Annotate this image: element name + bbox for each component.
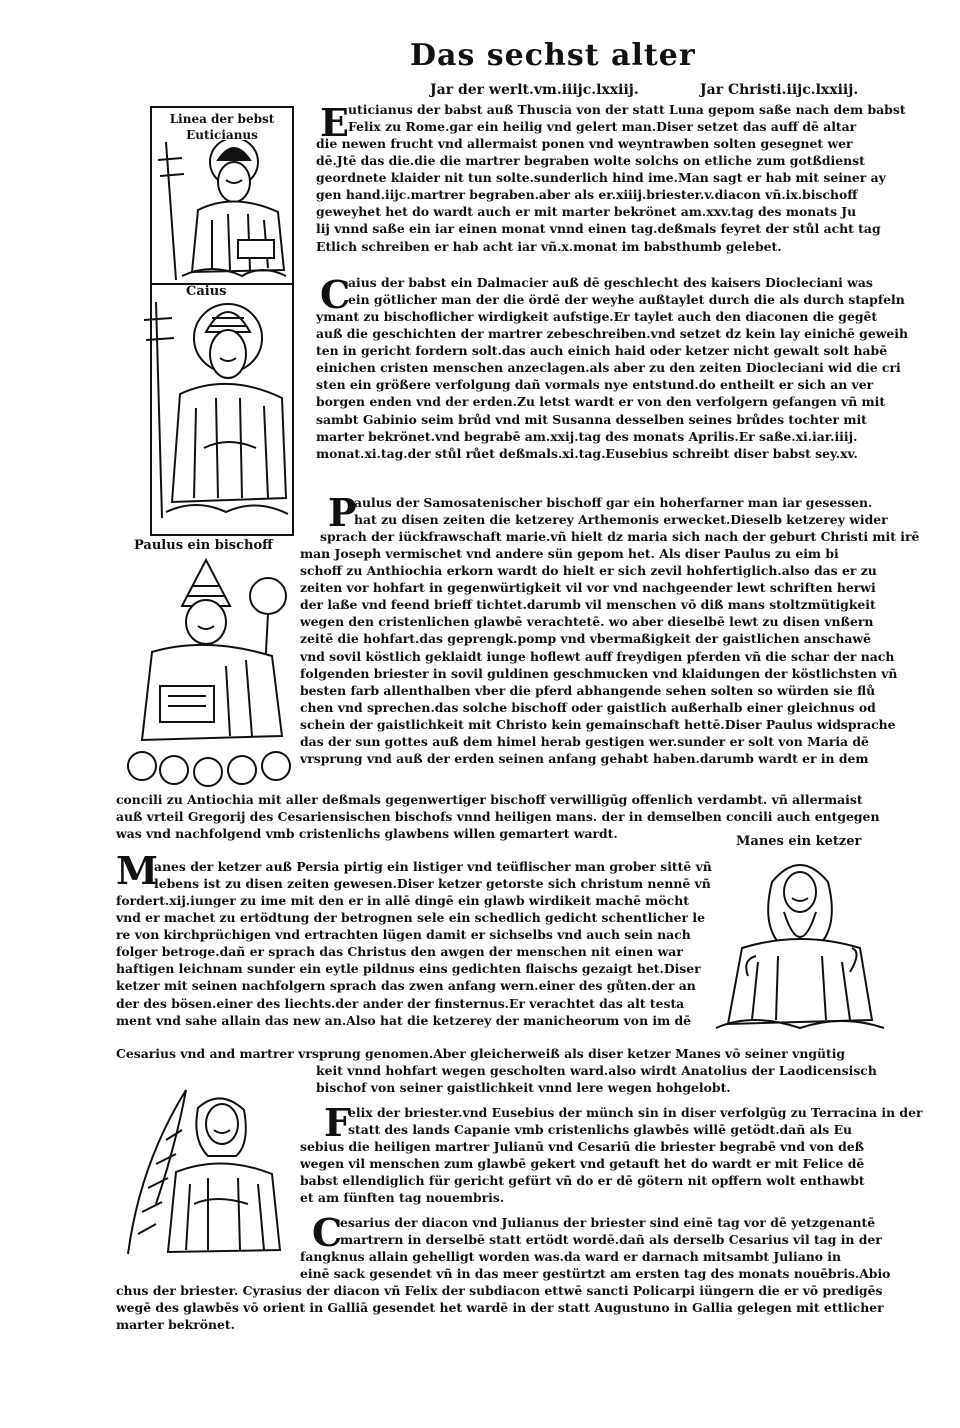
text-line: ten in gericht fordern solt.das auch einich haid oder ketzer nicht gewalt solt habē [316, 343, 888, 359]
text-line: uticianus der babst auß Thuscia von der statt Luna gepom saße nach dem babst [348, 102, 906, 117]
text-line: monat.xi.tag.der stůl růet deßmals.xi.tag.Eusebius schreibt diser babst sey.xv. [316, 445, 858, 461]
text-line: chus der briester. Cyrasius der diacon vñ Felix der subdiacon ettwē sancti Policarpi iüngern die er vō predigēs [116, 1283, 883, 1298]
text-line: geordnete klaider nit tun solte.sunderlich hind ime.Man sagt er hab mit seiner ay [316, 170, 886, 186]
text-line: elix der briester.vnd Eusebius der münch sin in diser verfolgūg zu Terracina in der [348, 1105, 923, 1120]
text-line: sebius die heiligen martrer Julianū vnd Cesariū die briester begrabē vnd von deß [300, 1139, 865, 1154]
text-line: lebens ist zu disen zeiten gewesen.Diser ketzer getorste sich christum nennē vñ [154, 876, 711, 892]
manes-label: Manes ein ketzer [736, 834, 862, 849]
cesarius-dropcap: C [312, 1210, 343, 1255]
lineage-heading: Linea der bebst [169, 112, 275, 126]
caius-label: Caius [186, 284, 227, 299]
text-line: vnd er machet zu ertödtung der betrognen sele ein schedlich gedicht schentlicher le [116, 910, 705, 926]
text-line: ment vnd sahe allain das new an.Also hat die ketzerey der manicheorum von im dē [116, 1012, 692, 1028]
felix-dropcap: F [324, 1100, 351, 1145]
text-line: der des bösen.einer des liechts.der ander der finsternus.Er verachtet das alt testa [116, 995, 685, 1011]
text-line: re von kirchprüchigen vnd ertrachten lügen damit er sichselbs vnd auch sein nach [116, 927, 691, 943]
text-line: lij vnnd saße ein iar einen monat vnnd einen tag.deßmals feyret der stůl acht tag [316, 221, 881, 237]
text-line: aulus der Samosatenischer bischoff gar ein hoherfarner man iar gesessen. [354, 495, 873, 510]
text-line: wegē des glawbēs vō orient in Galliā gesendet het wardē in der statt Augustuno in Gallia gelegen mit ettlicher [116, 1300, 884, 1316]
text-line: concili zu Antiochia mit aller deßmals gegenwertiger bischoff verwilligūg offenlich verdambt. vñ allermaist [116, 792, 863, 807]
text-line: der laße vnd feend brieff tichtet.darumb vil menschen vō diß mans stoltzmütigkeit [300, 597, 876, 613]
text-line: keit vnnd hohfart wegen gescholten ward.also wirdt Anatolius der Laodicensisch [316, 1063, 877, 1078]
cesarius-text-wide [116, 1282, 958, 1333]
text-line: et am fünften tag nouembris. [300, 1190, 505, 1206]
paulus-woodcut [122, 556, 300, 788]
text-line: was vnd nachfolgend vmb cristenlichs glawbens willen gemartert wardt. [116, 826, 618, 841]
text-line: sprach der iückfrawschaft marie.vñ hielt dz maria sich nach der geburt Christi mit irē [320, 529, 920, 544]
text-line: fordert.xij.iunger zu ime mit den er in allē dingē ein glawb wirdikeit machē möcht [116, 893, 689, 908]
text-line: man Joseph vermischet vnd andere sün gepom het. Als diser Paulus zu eim bi [300, 546, 839, 561]
paulus-text [354, 494, 958, 528]
manes-woodcut [712, 852, 888, 1038]
text-line: Felix zu Rome.gar ein heilig vnd gelert man.Diser setzet das auff dē altar [348, 119, 857, 135]
text-line: vrsprung vnd auß der erden seinen anfang gehabt haben.darumb wardt er in dem [300, 751, 869, 767]
cesarius-text-cont [300, 1248, 958, 1282]
manes-text-wide [116, 1045, 906, 1062]
text-line: zeiten vor hohfart in gegenwürtigkeit vil vor vnd nachgeender lewt schriften herwi [300, 580, 876, 596]
text-line: borgen enden vnd der erden.Zu letst wardt er von den verfolgern gefangen vñ mit [316, 394, 886, 410]
paulus-text-side [300, 545, 958, 767]
manes-text-cont [116, 892, 714, 1029]
text-line: hat zu disen zeiten die ketzerey Arthemonis erwecket.Dieselb ketzerey wider [354, 512, 888, 528]
year-of-world: Jar der werlt.vm.iiijc.lxxiij. [430, 82, 639, 98]
text-line: sambt Gabinio seim brůd vnd mit Susanna desselben seines brůdes tochter mit [316, 411, 867, 427]
text-line: esarius der diacon vnd Julianus der briester sind einē tag vor dē yetzgenantē [340, 1215, 876, 1230]
text-line: geweyhet het do wardt auch er mit marter bekrönet am.xxv.tag des monats Ju [316, 204, 857, 220]
paulus-text-end [116, 825, 716, 842]
paulus-dropcap: P [328, 490, 357, 535]
text-line: Cesarius vnd and martrer vrsprung genomen.Aber gleicherweiß als diser ketzer Manes vō seiner vngütig [116, 1046, 846, 1061]
felix-text [348, 1104, 958, 1138]
caius-text-cont [316, 308, 958, 462]
euticianus-text-cont [316, 135, 958, 255]
manes-text [154, 858, 714, 892]
manes-text-end [316, 1062, 916, 1096]
text-line: bischof von seiner gaistlichkeit vnnd lere wegen hohgelobt. [316, 1080, 731, 1096]
caius-text [348, 274, 958, 308]
text-line: dē.Jtē das die.die die martrer begraben wolte solchs on etliche zum gotßdienst [316, 153, 865, 169]
text-line: haftigen leichnam sunder ein eytle pildnus eins gedichten flaischs gezaigt het.Diser [116, 961, 701, 977]
text-line: einē sack gesendet vñ in das meer gestürtzt am ersten tag des monats nouēbris.Abio [300, 1266, 891, 1282]
text-line: marter bekrönet. [116, 1317, 235, 1333]
text-line: babst ellendiglich für gericht gefürt vñ do er dē götern nit opffern wolt enthawbt [300, 1173, 865, 1189]
text-line: marter bekrönet.vnd begrabē am.xxij.tag des monats Aprilis.Er saße.xi.iar.iiij. [316, 428, 858, 444]
text-line: statt des lands Capanie vmb cristenlichs glawbēs willē getödt.dañ als Eu [348, 1122, 853, 1138]
text-line: ketzer mit seinen nachfolgern sprach das zwen anfang wern.einer des gůten.der an [116, 978, 696, 994]
cesarius-text [340, 1214, 958, 1248]
text-line: martrern in derselbē statt ertödt wordē.dañ als derselb Cesarius vil tag in der [340, 1232, 882, 1248]
text-line: auß die geschichten der martrer zebeschreiben.vnd setzet dz kein lay einichē geweih [316, 326, 908, 342]
paulus-text-wide [116, 791, 958, 825]
felix-text-cont [300, 1138, 958, 1206]
text-line: einichen cristen menschen anzeclagen.als aber zu den zeiten Diocleciani wid die cri [316, 360, 901, 376]
text-line: auß vrteil Gregorij des Cesariensischen bischofs vnnd heiligen mans. der in demselben concili auch entgegen [116, 809, 880, 825]
text-line: wegen den cristenlichen glawbē verachtetē. wo aber dieselbē lewt zu disen vnßern [300, 614, 874, 630]
text-line: schein der gaistlichkeit mit Christo kein gemainschaft hettē.Diser Paulus widsprache [300, 716, 896, 732]
text-line: zeitē die hohfart.das geprengk.pomp vnd vbermaßigkeit der gaistlichen anschawē [300, 631, 871, 647]
text-line: vnd sovil köstlich geklaidt iunge hoflewt auff freydigen pferden vñ die schar der nach [300, 648, 895, 664]
cesarius-woodcut [116, 1084, 294, 1258]
text-line: ymant zu bischoflicher wirdigkeit aufstige.Er taylet auch den diaconen die gegēt [316, 309, 878, 324]
text-line: die newen frucht vnd allermaist ponen vnd weyntrawben solten gesegnet wer [316, 136, 853, 151]
text-line: ein götlicher man der die ördē der weyhe außtaylet durch die als durch stapfeln [348, 292, 905, 308]
text-line: das der sun gottes auß dem himel herab gestigen wer.sunder er solt von Maria dē [300, 734, 869, 750]
euticianus-text [348, 101, 958, 135]
year-of-christ: Jar Christi.iijc.lxxiij. [700, 82, 859, 98]
paulus-text-cont [320, 528, 958, 545]
text-line: anes der ketzer auß Persia pirtig ein listiger vnd teüflischer man grober sittē vñ [154, 859, 712, 874]
euticianus-dropcap: E [320, 100, 349, 145]
paulus-label: Paulus ein bischoff [134, 538, 273, 553]
text-line: aius der babst ein Dalmacier auß dē geschlecht des kaisers Diocleciani was [348, 275, 873, 290]
text-line: Etlich schreiben er hab acht iar vñ.x.monat im babsthumb gelebet. [316, 238, 782, 254]
text-line: gen hand.iijc.martrer begraben.aber als er.xiiij.briester.v.diacon vñ.ix.bischoff [316, 187, 858, 203]
text-line: besten farb allenthalben vber die pferd abhangende sehen solten so würden sie flů [300, 682, 876, 698]
euticianus-label: Euticianus [186, 128, 258, 142]
caius-woodcut [136, 298, 296, 536]
text-line: fangknus allain gehelligt worden was.da ward er darnach mitsambt Juliano in [300, 1249, 842, 1264]
text-line: folgenden briester in sovil guldinen geschmucken vnd klaidungen der köstlichsten vñ [300, 665, 898, 681]
text-line: wegen vil menschen zum glawbē gekert vnd getauft het do wardt er mit Felice dē [300, 1156, 865, 1172]
text-line: folger betroge.dañ er sprach das Christus den awgen der menschen nit einen war [116, 944, 683, 960]
euticianus-woodcut [152, 140, 292, 282]
text-line: chen vnd sprechen.das solche bischoff oder gaistlich außerhalb einer gleichnus od [300, 699, 876, 715]
page-title: Das sechst alter [410, 38, 696, 73]
manes-dropcap: M [116, 848, 159, 893]
text-line: schoff zu Anthiochia erkorn wardt do hielt er sich zevil hohfertiglich.also das er zu [300, 563, 877, 579]
caius-dropcap: C [320, 272, 351, 317]
text-line: sten ein größere verfolgung dañ vormals nye entstund.do entheilt er sich an ver [316, 377, 874, 393]
